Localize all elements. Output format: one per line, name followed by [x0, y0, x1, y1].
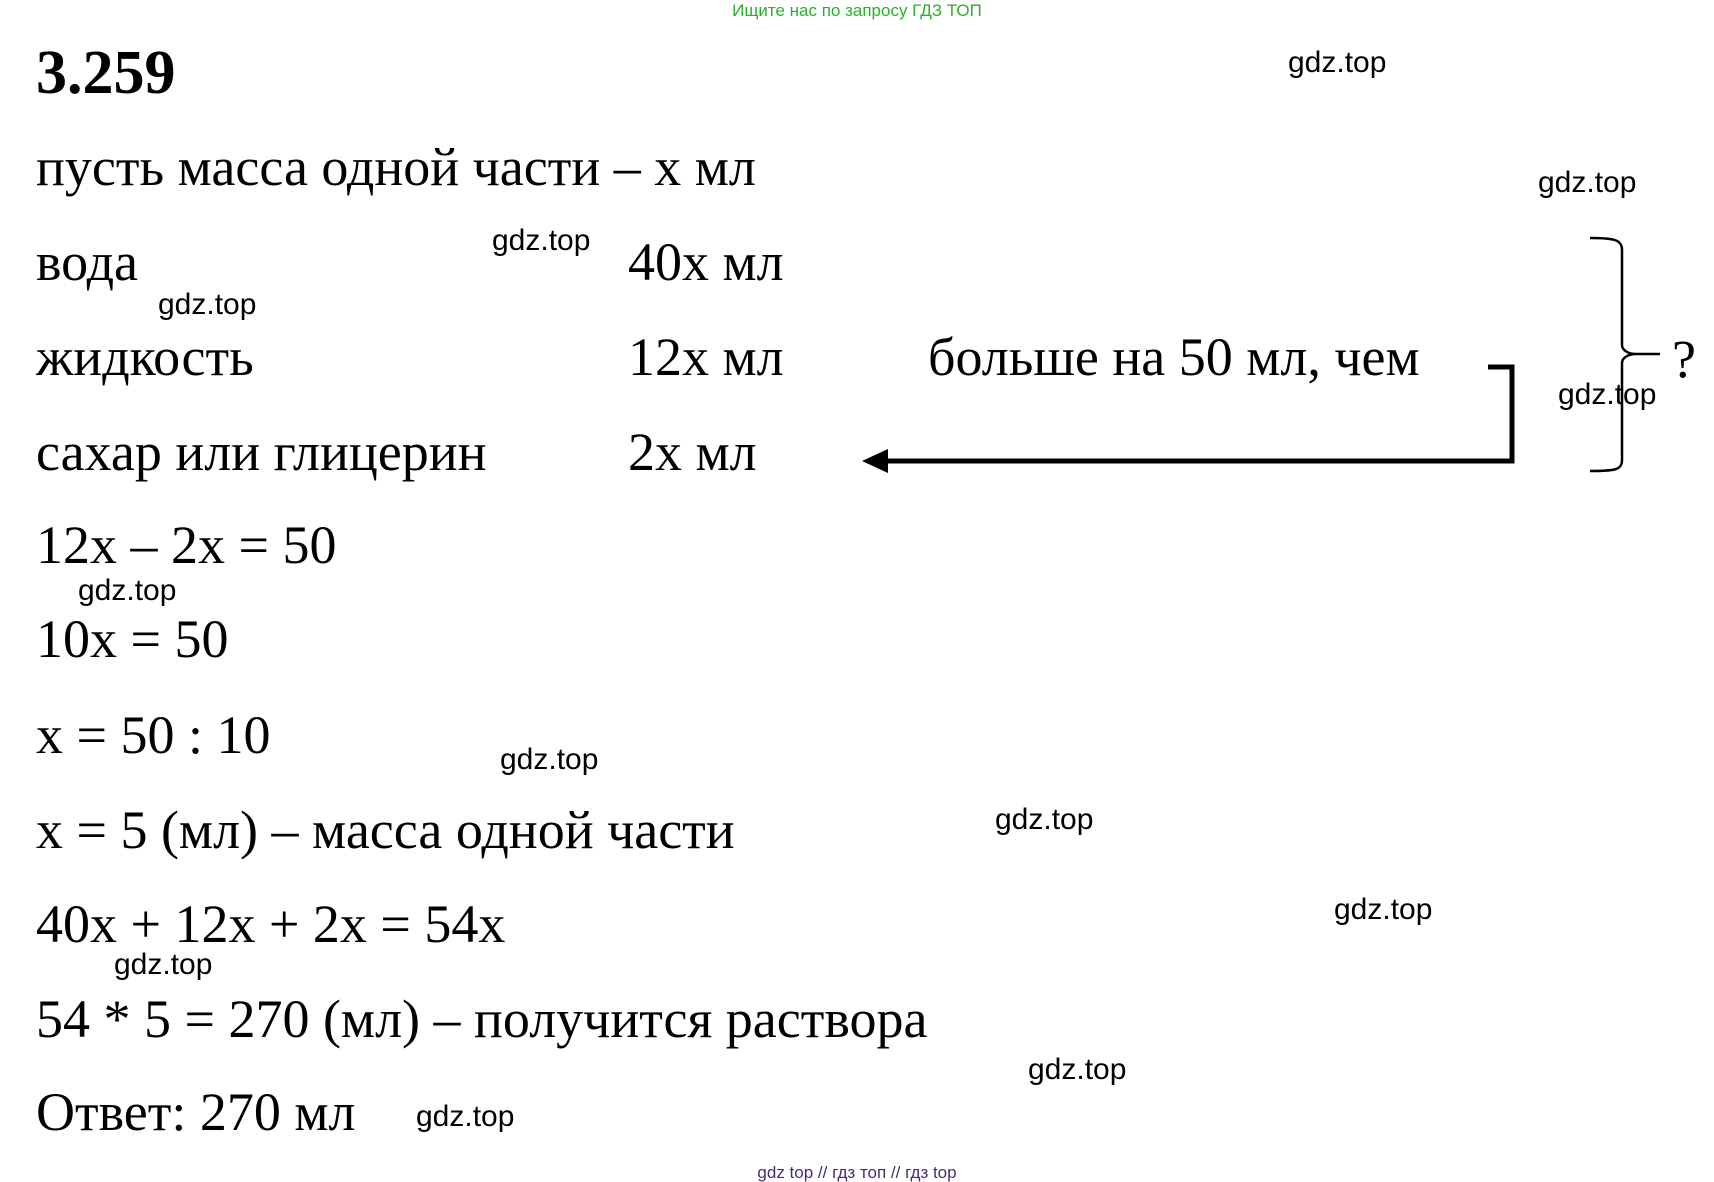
- label-sugar: сахар или глицерин: [36, 422, 487, 482]
- watermark: gdz.top: [500, 743, 599, 776]
- comparison-note: больше на 50 мл, чем: [928, 327, 1420, 387]
- watermark: gdz.top: [114, 948, 213, 981]
- watermark: gdz.top: [78, 574, 177, 607]
- footer-note: gdz top // гдз топ // гдз top: [757, 1163, 957, 1182]
- equation-2: 10х = 50: [36, 609, 229, 669]
- equation-4: х = 5 (мл) – масса одной части: [36, 800, 735, 860]
- brace-right: [1590, 238, 1636, 471]
- value-sugar: 2х мл: [628, 422, 757, 482]
- equation-5: 40х + 12х + 2х = 54х: [36, 894, 506, 954]
- header-note: Ищите нас по запросу ГДЗ ТОП: [732, 1, 982, 20]
- watermark: gdz.top: [158, 288, 257, 321]
- equation-1: 12х – 2х = 50: [36, 515, 337, 575]
- watermark: gdz.top: [1334, 893, 1433, 926]
- watermark: gdz.top: [492, 224, 591, 257]
- label-liquid: жидкость: [36, 327, 254, 387]
- equation-3: х = 50 : 10: [36, 705, 271, 765]
- watermark: gdz.top: [416, 1100, 515, 1133]
- watermark: gdz.top: [995, 803, 1094, 836]
- question-mark: ?: [1672, 329, 1696, 389]
- arrow-head: [862, 449, 888, 473]
- problem-number: 3.259: [36, 39, 176, 107]
- line-let: пусть масса одной части – х мл: [36, 137, 756, 197]
- watermark: gdz.top: [1558, 378, 1657, 411]
- watermark: gdz.top: [1288, 46, 1387, 79]
- answer: Ответ: 270 мл: [36, 1082, 356, 1142]
- watermark: gdz.top: [1538, 166, 1637, 199]
- comparison-arrow: [880, 367, 1512, 461]
- value-water: 40х мл: [628, 232, 784, 292]
- value-liquid: 12х мл: [628, 327, 784, 387]
- equation-6: 54 * 5 = 270 (мл) – получится раствора: [36, 989, 928, 1049]
- label-water: вода: [36, 232, 139, 292]
- watermark: gdz.top: [1028, 1053, 1127, 1086]
